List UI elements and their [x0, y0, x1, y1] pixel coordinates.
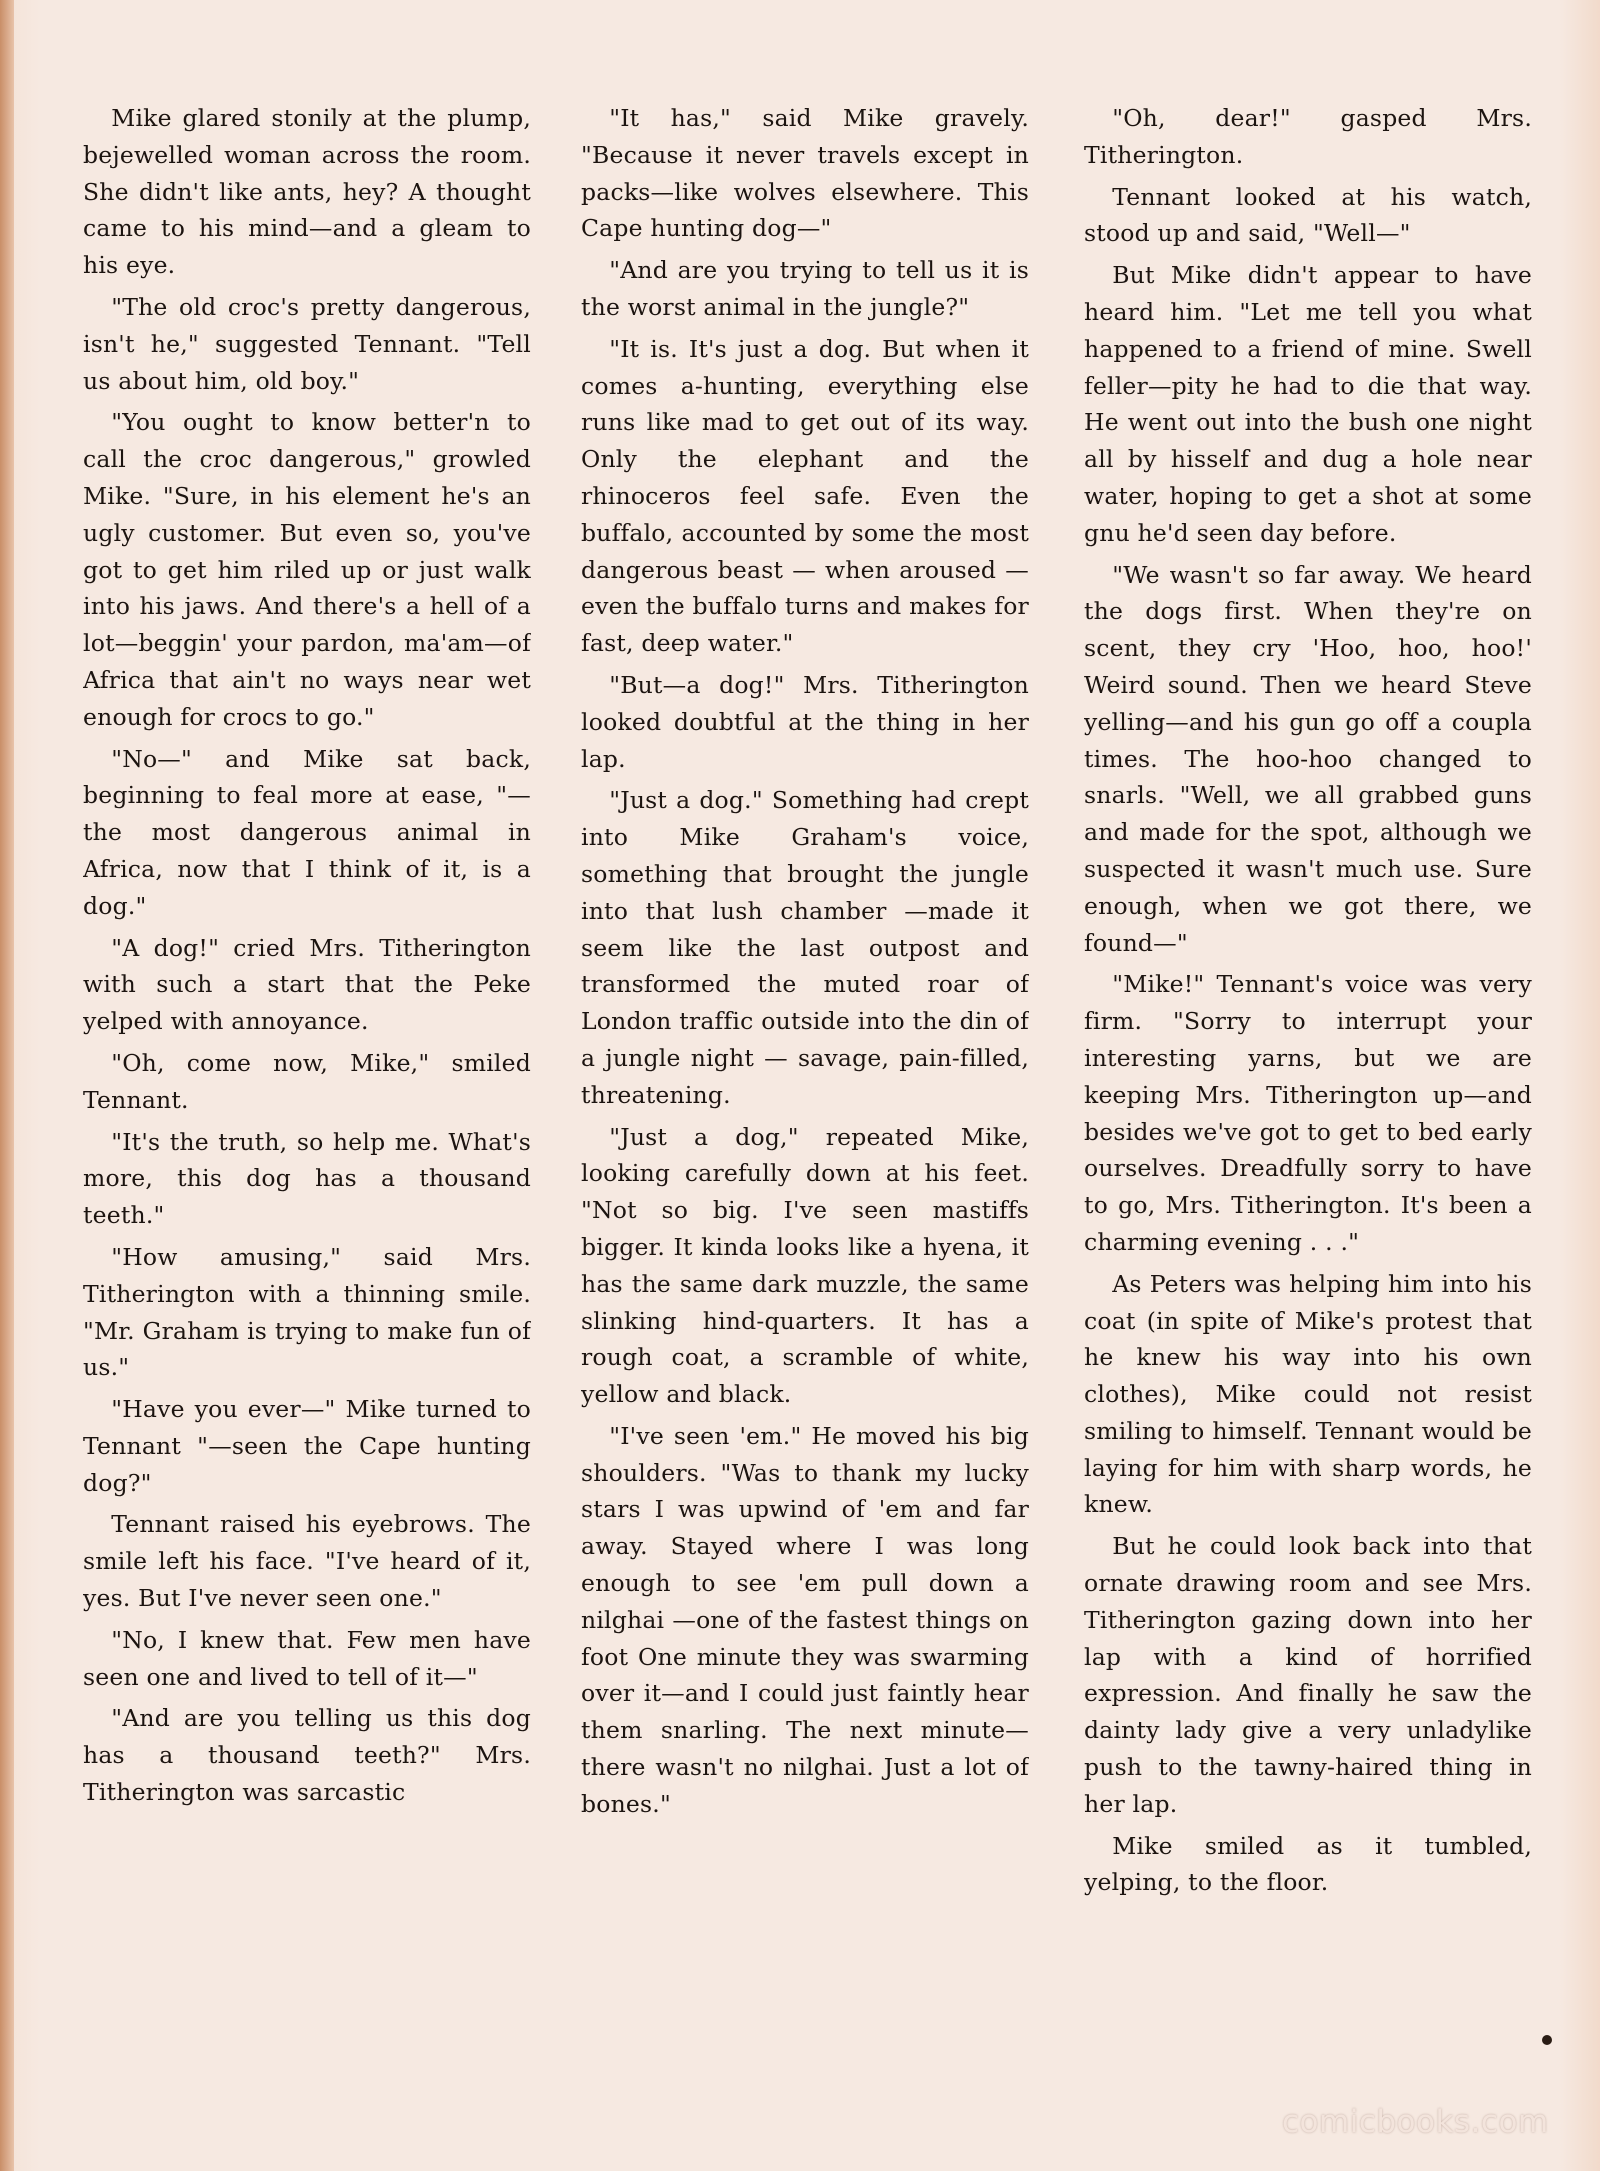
paragraph: "It is. It's just a dog. But when it comes a-hunting, everything else runs like mad to get out of its way. Only the elephant and the rhinoceros feel safe. Even the buffalo, accounted by some the most dangerous beast — when aroused — even the buffalo turns and makes for fast, deep water.": [581, 334, 1029, 658]
paragraph: Tennant looked at his watch, stood up and said, "Well—": [1084, 182, 1532, 248]
paragraph: "It has," said Mike gravely. "Because it never travels except in packs—like wolves elsewhere. This Cape hunting dog—": [581, 104, 1029, 243]
paragraph: "It's the truth, so help me. What's more, this dog has a thousand teeth.": [83, 1127, 531, 1230]
paragraph: "Just a dog," repeated Mike, looking carefully down at his feet. "Not so big. I've seen mastiffs bigger. It kinda looks like a hyena, it has the same dark muzzle, the same slinking hind-quarters. It has a rough coat, a scramble of white, yellow and black.: [581, 1122, 1029, 1409]
paragraph: "And are you trying to tell us it is the worst animal in the jungle?": [581, 256, 1029, 321]
paragraph: Mike smiled as it tumbled, yelping, to the floor.: [1084, 1831, 1532, 1897]
story-end-bullet: [1542, 2035, 1552, 2045]
page-spine-shadow: [0, 0, 14, 2171]
paragraph: "No, I knew that. Few men have seen one and lived to tell of it—": [83, 1625, 531, 1691]
paragraph: Tennant raised his eyebrows. The smile left his face. "I've heard of it, yes. But I've never seen one.": [83, 1510, 531, 1613]
paragraph: "Oh, dear!" gasped Mrs. Titherington.: [1084, 104, 1532, 169]
paragraph: But Mike didn't appear to have heard him. "Let me tell you what happened to a friend of mine. Swell feller—pity he had to die that way. He went out into the bush one night all by hisself and dug a hole near water, hoping to get a shot at some gnu he'd seen day before.: [1084, 261, 1532, 547]
paragraph: "I've seen 'em." He moved his big shoulders. "Was to thank my lucky stars I was upwind of 'em and far away. Stayed where I was long enough to see 'em pull down a nilghai —one of the fastest things on foot One minute they was swarming over it—and I could just faintly hear them snarling. The next minute—there wasn't no nilghai. Just a lot of bones.": [581, 1421, 1029, 1818]
paragraph: But he could look back into that ornate drawing room and see Mrs. Titherington gazing down into her lap with a kind of horrified expression. And finally he saw the dainty lady give a very unladylike push to the tawny-haired thing in her lap.: [1084, 1532, 1532, 1818]
paragraph: "How amusing," said Mrs. Titherington with a thinning smile. "Mr. Graham is trying to make fun of us.": [83, 1242, 531, 1382]
paragraph: "And are you telling us this dog has a thousand teeth?" Mrs. Titherington was sarcastic: [83, 1704, 531, 1807]
paragraph: As Peters was helping him into his coat (in spite of Mike's protest that he knew his way into his own clothes), Mike could not resist smiling to himself. Tennant would be laying for him with sharp words, he knew.: [1084, 1269, 1532, 1519]
paragraph: "We wasn't so far away. We heard the dogs first. When they're on scent, they cry 'Hoo, hoo, hoo!' Weird sound. Then we heard Steve yelling—and his gun go off a coupla times. The hoo-hoo changed to snarls. "Well, we all grabbed guns and made for the spot, although we suspected it wasn't much use. Sure enough, when we got there, we found—": [1084, 560, 1532, 957]
paragraph: "A dog!" cried Mrs. Titherington with such a start that the Peke yelped with annoyance.: [83, 933, 531, 1036]
text-column-3: [1084, 100, 1532, 2060]
paragraph: "Just a dog." Something had crept into Mike Graham's voice, something that brought the jungle into that lush chamber —made it seem like the last outpost and transformed the muted roar of London traffic outside into the din of a jungle night — savage, pain-filled, threatening.: [581, 786, 1029, 1109]
paragraph: "The old croc's pretty dangerous, isn't he," suggested Tennant. "Tell us about him, old boy.": [83, 292, 531, 395]
paragraph: Mike glared stonily at the plump, bejewelled woman across the room. She didn't like ants, hey? A thought came to his mind—and a gleam to his eye.: [83, 104, 531, 280]
paragraph: "Have you ever—" Mike turned to Tennant "—seen the Cape hunting dog?": [83, 1395, 531, 1497]
watermark: comicbooks.com: [1282, 2104, 1549, 2140]
text-column-2: [581, 100, 1029, 2060]
text-column-1: [83, 100, 531, 2060]
paragraph: "But—a dog!" Mrs. Titherington looked doubtful at the thing in her lap.: [581, 670, 1029, 773]
paragraph: "Oh, come now, Mike," smiled Tennant.: [83, 1048, 531, 1114]
paragraph: "Mike!" Tennant's voice was very firm. "Sorry to interrupt your interesting yarns, but we are keeping Mrs. Titherington up—and besides we've got to get to bed early ourselves. Dreadfully sorry to have to go, Mrs. Titherington. It's been a charming evening . . .": [1084, 970, 1532, 1256]
paragraph: "You ought to know better'n to call the croc dangerous," growled Mike. "Sure, in his element he's an ugly customer. But even so, you've got to get him riled up or just walk into his jaws. And there's a hell of a lot—beggin' your pardon, ma'am—of Africa that ain't no ways near wet enough for crocs to go.": [83, 408, 531, 731]
paragraph: "No—" and Mike sat back, beginning to feal more at ease, "—the most dangerous animal in Africa, now that I think of it, is a dog.": [83, 744, 531, 920]
